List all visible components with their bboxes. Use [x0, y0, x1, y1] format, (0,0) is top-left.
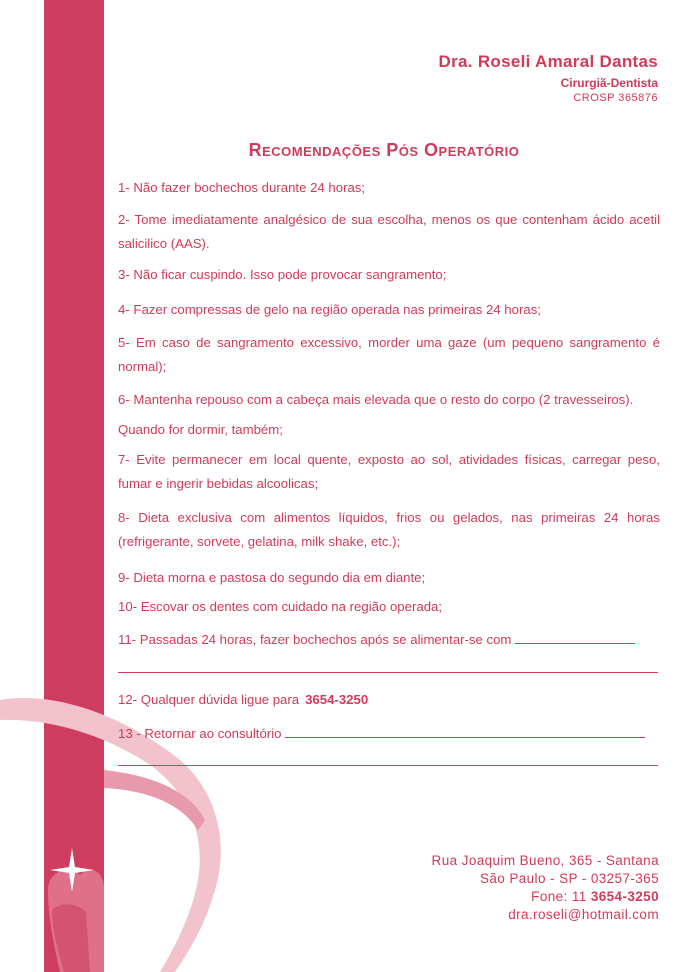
recommendation-item: 5- Em caso de sangramento excessivo, morder uma gaze (um pequeno sangramento é normal);	[118, 335, 660, 374]
recommendation-item-text: 13 - Retornar ao consultório	[118, 726, 282, 741]
recommendation-item: 6- Mantenha repouso com a cabeça mais elevada que o resto do corpo (2 travesseiros).	[118, 392, 634, 407]
fill-in-line	[515, 629, 635, 644]
recommendation-item: 2- Tome imediatamente analgésico de sua escolha, menos os que contenham ácido acetil salicilico (AAS).	[118, 212, 660, 251]
recommendation-item: Quando for dormir, também;	[118, 422, 283, 437]
fill-in-rule	[118, 765, 658, 766]
fill-in-line	[285, 723, 645, 738]
recommendation-item: 1- Não fazer bochechos durante 24 horas;	[118, 180, 366, 195]
decor-tooth-shade	[52, 904, 90, 972]
fill-in-rule	[118, 672, 658, 673]
recommendation-item: 4- Fazer compressas de gelo na região operada nas primeiras 24 horas;	[118, 302, 541, 317]
recommendation-item-text: 12- Qualquer dúvida ligue para	[118, 692, 300, 707]
footer-address: Rua Joaquim Bueno, 365 - Santana	[431, 853, 659, 868]
footer-phone-label: Fone: 11	[531, 889, 587, 904]
doctor-header	[439, 52, 658, 104]
doctor-name: Dra. Roseli Amaral Dantas	[438, 52, 658, 71]
recommendation-item-fill	[118, 628, 660, 652]
emergency-phone: 3654-3250	[305, 692, 369, 707]
recommendation-item: 10- Escovar os dentes com cuidado na região operada;	[118, 599, 443, 614]
recommendation-item-text: 11- Passadas 24 horas, fazer bochechos após se alimentar-se com	[118, 632, 512, 647]
recommendation-item: 3- Não ficar cuspindo. Isso pode provocar sangramento;	[118, 267, 447, 282]
recommendation-item: 8- Dieta exclusiva com alimentos líquidos, frios ou gelados, nas primeiras 24 horas (refrigerante, sorvete, gelatina, milk shake, etc.);	[118, 510, 660, 549]
footer-email: dra.roseli@hotmail.com	[508, 907, 659, 922]
recommendation-item: 9- Dieta morna e pastosa do segundo dia em diante;	[118, 570, 426, 585]
recommendation-item-phone	[118, 688, 660, 712]
page-title: Recomendações Pós Operatório	[248, 140, 520, 160]
footer-phone-number: 3654-3250	[590, 889, 659, 904]
doctor-crosp: CROSP 365876	[573, 92, 658, 104]
footer-city: São Paulo - SP - 03257-365	[479, 871, 659, 886]
recommendation-item-fill	[118, 722, 660, 746]
recommendation-item: 7- Evite permanecer em local quente, exposto ao sol, atividades físicas, carregar peso, fumar e ingerir bebidas alcoolicas;	[118, 452, 660, 491]
contact-footer	[432, 852, 659, 924]
doctor-title: Cirurgiã-Dentista	[560, 76, 658, 90]
footer-phone-line	[432, 888, 659, 906]
